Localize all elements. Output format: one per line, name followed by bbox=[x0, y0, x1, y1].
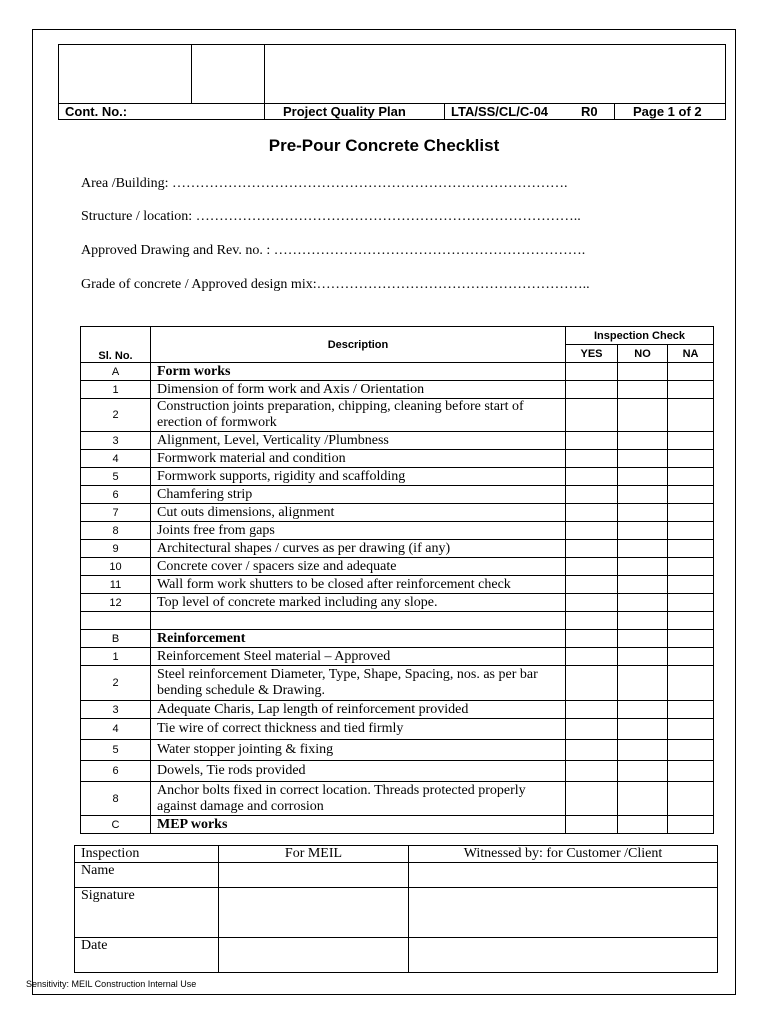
check-cell-na[interactable] bbox=[668, 701, 714, 719]
check-cell-no[interactable] bbox=[618, 450, 668, 468]
table-row bbox=[81, 432, 714, 450]
plan-name: Project Quality Plan bbox=[283, 104, 406, 119]
table-row bbox=[81, 558, 714, 576]
page-number: Page 1 of 2 bbox=[633, 104, 702, 119]
row-description: Formwork supports, rigidity and scaffolding bbox=[151, 468, 566, 486]
row-serial: 2 bbox=[81, 666, 151, 701]
row-serial: 8 bbox=[81, 522, 151, 540]
row-description: Joints free from gaps bbox=[151, 522, 566, 540]
check-cell-yes[interactable] bbox=[566, 540, 618, 558]
column-header-description: Description bbox=[151, 327, 566, 363]
check-cell-no[interactable] bbox=[618, 576, 668, 594]
table-row bbox=[81, 594, 714, 612]
row-description: Tie wire of correct thickness and tied firmly bbox=[151, 719, 566, 740]
check-cell-na[interactable] bbox=[668, 594, 714, 612]
check-cell-no[interactable] bbox=[618, 666, 668, 701]
check-cell-na[interactable] bbox=[668, 630, 714, 648]
table-row bbox=[81, 648, 714, 666]
table-row bbox=[81, 782, 714, 816]
table-row bbox=[81, 612, 714, 630]
row-description: Formwork material and condition bbox=[151, 450, 566, 468]
row-description: Cut outs dimensions, alignment bbox=[151, 504, 566, 522]
check-cell-na[interactable] bbox=[668, 504, 714, 522]
sensitivity-footer: Sensitivity: MEIL Construction Internal Use bbox=[26, 979, 197, 989]
row-description: Chamfering strip bbox=[151, 486, 566, 504]
signoff-cell-meil-name[interactable] bbox=[219, 863, 409, 888]
check-cell-no[interactable] bbox=[618, 648, 668, 666]
row-serial: 6 bbox=[81, 761, 151, 782]
check-cell-no[interactable] bbox=[618, 630, 668, 648]
check-cell-yes[interactable] bbox=[566, 486, 618, 504]
check-cell-na[interactable] bbox=[668, 450, 714, 468]
check-cell-na[interactable] bbox=[668, 540, 714, 558]
table-row bbox=[81, 701, 714, 719]
document-code: LTA/SS/CL/C-04 bbox=[451, 104, 549, 119]
section-row bbox=[81, 630, 714, 648]
check-cell-yes[interactable] bbox=[566, 612, 618, 630]
table-row bbox=[81, 740, 714, 761]
signoff-row-name: Name bbox=[75, 863, 219, 888]
check-cell-na[interactable] bbox=[668, 558, 714, 576]
check-cell-yes[interactable] bbox=[566, 363, 618, 381]
row-serial: C bbox=[81, 816, 151, 834]
header-divider bbox=[191, 45, 192, 103]
check-cell-no[interactable] bbox=[618, 816, 668, 834]
check-cell-na[interactable] bbox=[668, 761, 714, 782]
row-serial: 2 bbox=[81, 399, 151, 432]
check-cell-na[interactable] bbox=[668, 399, 714, 432]
check-cell-no[interactable] bbox=[618, 594, 668, 612]
row-serial: 1 bbox=[81, 648, 151, 666]
signoff-cell-client-signature[interactable] bbox=[409, 888, 718, 938]
check-cell-no[interactable] bbox=[618, 504, 668, 522]
check-cell-na[interactable] bbox=[668, 432, 714, 450]
row-serial: 3 bbox=[81, 432, 151, 450]
check-cell-no[interactable] bbox=[618, 558, 668, 576]
row-serial: 6 bbox=[81, 486, 151, 504]
check-cell-yes[interactable] bbox=[566, 816, 618, 834]
section-title: Reinforcement bbox=[151, 630, 566, 648]
check-cell-yes[interactable] bbox=[566, 522, 618, 540]
table-row bbox=[81, 576, 714, 594]
section-row bbox=[81, 816, 714, 834]
column-header-na: NA bbox=[668, 345, 714, 363]
check-cell-no[interactable] bbox=[618, 761, 668, 782]
row-serial: 7 bbox=[81, 504, 151, 522]
signoff-row-signature: Signature bbox=[75, 888, 219, 938]
document-header bbox=[58, 44, 726, 120]
row-serial: 9 bbox=[81, 540, 151, 558]
check-cell-yes[interactable] bbox=[566, 630, 618, 648]
check-cell-yes[interactable] bbox=[566, 648, 618, 666]
check-cell-na[interactable] bbox=[668, 719, 714, 740]
column-header-sl-no: Sl. No. bbox=[81, 327, 151, 363]
row-serial: B bbox=[81, 630, 151, 648]
check-cell-na[interactable] bbox=[668, 816, 714, 834]
check-cell-no[interactable] bbox=[618, 701, 668, 719]
row-serial: 3 bbox=[81, 701, 151, 719]
check-cell-no[interactable] bbox=[618, 399, 668, 432]
table-row bbox=[81, 761, 714, 782]
approved-drawing-field[interactable]: Approved Drawing and Rev. no. : …………………………………………………………. bbox=[81, 243, 586, 258]
section-row bbox=[81, 363, 714, 381]
check-cell-no[interactable] bbox=[618, 381, 668, 399]
row-description: Wall form work shutters to be closed after reinforcement check bbox=[151, 576, 566, 594]
table-row bbox=[81, 540, 714, 558]
signoff-cell-meil-date[interactable] bbox=[219, 938, 409, 973]
row-description: Concrete cover / spacers size and adequate bbox=[151, 558, 566, 576]
area-building-field[interactable]: Area /Building: …………………………………………………………………………. bbox=[81, 176, 568, 191]
table-row bbox=[81, 486, 714, 504]
table-row bbox=[81, 666, 714, 701]
signoff-header-meil: For MEIL bbox=[219, 846, 409, 863]
check-cell-yes[interactable] bbox=[566, 701, 618, 719]
row-serial: 12 bbox=[81, 594, 151, 612]
column-header-no: NO bbox=[618, 345, 668, 363]
header-divider bbox=[614, 103, 615, 120]
column-header-inspection-check: Inspection Check bbox=[566, 327, 714, 345]
row-serial: A bbox=[81, 363, 151, 381]
row-description: Steel reinforcement Diameter, Type, Shape, Spacing, nos. as per bar bending schedule & Drawing. bbox=[151, 666, 566, 701]
table-row bbox=[81, 381, 714, 399]
row-description: Water stopper jointing & fixing bbox=[151, 740, 566, 761]
check-cell-yes[interactable] bbox=[566, 740, 618, 761]
check-cell-yes[interactable] bbox=[566, 576, 618, 594]
structure-location-field[interactable]: Structure / location: ……………………………………………………………………….. bbox=[81, 209, 581, 224]
row-serial: 10 bbox=[81, 558, 151, 576]
table-row bbox=[81, 399, 714, 432]
check-cell-yes[interactable] bbox=[566, 399, 618, 432]
check-cell-yes[interactable] bbox=[566, 666, 618, 701]
check-cell-yes[interactable] bbox=[566, 381, 618, 399]
row-description bbox=[151, 612, 566, 630]
revision: R0 bbox=[581, 104, 598, 119]
column-header-yes: YES bbox=[566, 345, 618, 363]
row-description: Anchor bolts fixed in correct location. Threads protected properly against damage and corrosion bbox=[151, 782, 566, 816]
row-description: Architectural shapes / curves as per drawing (if any) bbox=[151, 540, 566, 558]
signoff-cell-client-date[interactable] bbox=[409, 938, 718, 973]
signoff-header-client: Witnessed by: for Customer /Client bbox=[409, 846, 718, 863]
check-cell-na[interactable] bbox=[668, 666, 714, 701]
check-cell-yes[interactable] bbox=[566, 468, 618, 486]
row-serial: 11 bbox=[81, 576, 151, 594]
signoff-cell-meil-signature[interactable] bbox=[219, 888, 409, 938]
check-cell-na[interactable] bbox=[668, 612, 714, 630]
row-description: Dimension of form work and Axis / Orientation bbox=[151, 381, 566, 399]
check-cell-na[interactable] bbox=[668, 648, 714, 666]
table-row bbox=[81, 522, 714, 540]
check-cell-no[interactable] bbox=[618, 740, 668, 761]
page-title: Pre-Pour Concrete Checklist bbox=[268, 136, 500, 155]
row-serial bbox=[81, 612, 151, 630]
signoff-table bbox=[74, 845, 718, 973]
check-cell-no[interactable] bbox=[618, 612, 668, 630]
check-cell-na[interactable] bbox=[668, 468, 714, 486]
table-row bbox=[81, 468, 714, 486]
row-serial: 4 bbox=[81, 719, 151, 740]
concrete-grade-field[interactable]: Grade of concrete / Approved design mix:………………………………………………….. bbox=[81, 277, 590, 292]
row-serial: 5 bbox=[81, 740, 151, 761]
check-cell-no[interactable] bbox=[618, 540, 668, 558]
contract-number-label: Cont. No.: bbox=[65, 104, 128, 119]
table-row bbox=[81, 450, 714, 468]
row-serial: 4 bbox=[81, 450, 151, 468]
check-cell-na[interactable] bbox=[668, 576, 714, 594]
check-cell-no[interactable] bbox=[618, 486, 668, 504]
row-description: Reinforcement Steel material – Approved bbox=[151, 648, 566, 666]
check-cell-no[interactable] bbox=[618, 782, 668, 816]
check-cell-yes[interactable] bbox=[566, 761, 618, 782]
check-cell-yes[interactable] bbox=[566, 504, 618, 522]
check-cell-yes[interactable] bbox=[566, 782, 618, 816]
signoff-row-date: Date bbox=[75, 938, 219, 973]
checklist-table bbox=[80, 326, 714, 834]
header-divider bbox=[444, 103, 445, 120]
row-description: Dowels, Tie rods provided bbox=[151, 761, 566, 782]
table-row bbox=[81, 504, 714, 522]
signoff-header-inspection: Inspection bbox=[75, 846, 219, 863]
signoff-cell-client-name[interactable] bbox=[409, 863, 718, 888]
row-description: Alignment, Level, Verticality /Plumbness bbox=[151, 432, 566, 450]
check-cell-no[interactable] bbox=[618, 432, 668, 450]
check-cell-yes[interactable] bbox=[566, 594, 618, 612]
row-serial: 1 bbox=[81, 381, 151, 399]
row-serial: 8 bbox=[81, 782, 151, 816]
section-title: Form works bbox=[151, 363, 566, 381]
check-cell-na[interactable] bbox=[668, 363, 714, 381]
check-cell-na[interactable] bbox=[668, 522, 714, 540]
header-divider bbox=[264, 45, 265, 120]
check-cell-no[interactable] bbox=[618, 719, 668, 740]
check-cell-yes[interactable] bbox=[566, 432, 618, 450]
check-cell-no[interactable] bbox=[618, 522, 668, 540]
check-cell-na[interactable] bbox=[668, 486, 714, 504]
check-cell-no[interactable] bbox=[618, 468, 668, 486]
row-description: Adequate Charis, Lap length of reinforcement provided bbox=[151, 701, 566, 719]
check-cell-no[interactable] bbox=[618, 363, 668, 381]
table-row bbox=[81, 719, 714, 740]
row-description: Top level of concrete marked including any slope. bbox=[151, 594, 566, 612]
check-cell-yes[interactable] bbox=[566, 719, 618, 740]
check-cell-na[interactable] bbox=[668, 740, 714, 761]
check-cell-yes[interactable] bbox=[566, 450, 618, 468]
check-cell-na[interactable] bbox=[668, 381, 714, 399]
check-cell-na[interactable] bbox=[668, 782, 714, 816]
check-cell-yes[interactable] bbox=[566, 558, 618, 576]
section-title: MEP works bbox=[151, 816, 566, 834]
row-description: Construction joints preparation, chipping, cleaning before start of erection of formwork bbox=[151, 399, 566, 432]
row-serial: 5 bbox=[81, 468, 151, 486]
